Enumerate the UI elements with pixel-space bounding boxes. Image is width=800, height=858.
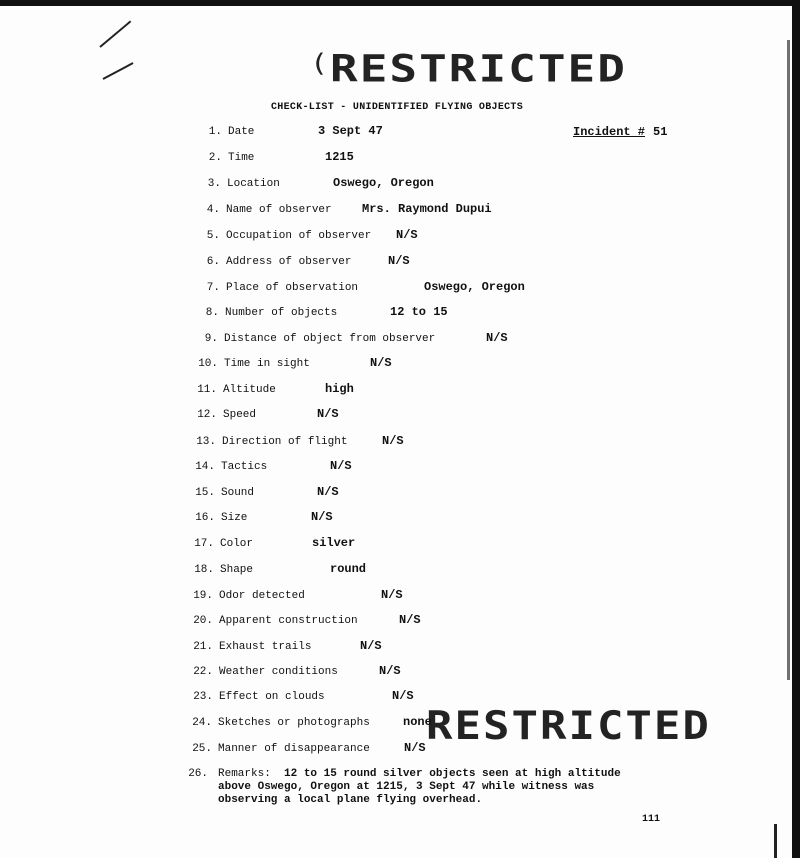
item-number: 17. <box>194 538 214 550</box>
item-number: 18. <box>194 564 214 576</box>
item-number: 2. <box>208 152 222 164</box>
item-value: silver <box>312 536 356 550</box>
item-label: Distance of object from observer <box>224 333 436 345</box>
item-number: 1. <box>208 126 222 138</box>
item-number: 24. <box>192 717 212 729</box>
item-number: 4. <box>206 204 220 216</box>
item-label: Odor detected <box>219 590 305 602</box>
item-label: Sound <box>221 487 255 499</box>
item-value: N/S <box>381 588 403 602</box>
incident-label: Incident # <box>573 125 646 139</box>
item-number: 10. <box>198 358 218 370</box>
item-number: 12. <box>197 409 217 421</box>
item-label: Direction of flight <box>222 436 348 448</box>
item-value: N/S <box>382 434 404 448</box>
item-label: Date <box>228 126 255 138</box>
item-value: N/S <box>392 689 414 703</box>
item-label: Shape <box>220 564 254 576</box>
item-number: 6. <box>206 256 220 268</box>
document-heading: CHECK-LIST - UNIDENTIFIED FLYING OBJECTS <box>271 102 524 113</box>
item-label: Exhaust trails <box>219 641 312 653</box>
item-number: 7. <box>206 282 220 294</box>
item-number: 19. <box>193 590 213 602</box>
item-value: N/S <box>330 459 352 473</box>
item-value: N/S <box>317 407 339 421</box>
item-number: 16. <box>195 512 215 524</box>
item-value: N/S <box>396 228 418 242</box>
restricted-stamp-bottom: RESTRICTED <box>426 703 711 749</box>
item-value: Oswego, Oregon <box>424 280 525 294</box>
scan-edge-tick <box>774 824 777 858</box>
item-label: Time <box>228 152 255 164</box>
item-value: N/S <box>399 613 421 627</box>
incident-number <box>573 125 667 139</box>
item-value: round <box>330 562 367 576</box>
item-label: Altitude <box>223 384 276 396</box>
item-number: 22. <box>193 666 213 678</box>
item-number: 5. <box>206 230 220 242</box>
item-label: Occupation of observer <box>226 230 372 242</box>
item-value: high <box>325 382 354 396</box>
remarks-text-block <box>218 768 648 807</box>
pen-mark <box>103 62 134 80</box>
item-value: N/S <box>370 356 392 370</box>
item-number: 26. <box>188 768 208 780</box>
item-label: Size <box>221 512 248 524</box>
item-number: 25. <box>192 743 212 755</box>
item-number: 13. <box>196 436 216 448</box>
item-label: Weather conditions <box>219 666 338 678</box>
item-number: 15. <box>195 487 215 499</box>
item-value: Oswego, Oregon <box>333 176 434 190</box>
item-label: Place of observation <box>226 282 359 294</box>
item-value: N/S <box>404 741 426 755</box>
scan-edge-line <box>787 40 790 680</box>
item-value: 3 Sept 47 <box>318 124 383 138</box>
item-value: N/S <box>486 331 508 345</box>
scan-border-top <box>0 0 800 6</box>
item-number: 9. <box>204 333 218 345</box>
item-value: N/S <box>311 510 333 524</box>
item-label: Address of observer <box>226 256 352 268</box>
item-label: Color <box>220 538 254 550</box>
item-label: Name of observer <box>226 204 332 216</box>
item-number: 11. <box>197 384 217 396</box>
item-value: N/S <box>360 639 382 653</box>
item-number: 23. <box>193 691 213 703</box>
item-number: 20. <box>193 615 213 627</box>
item-label: Number of objects <box>225 307 338 319</box>
restricted-stamp-top: ( RESTRICTED <box>330 46 627 90</box>
item-number: 14. <box>195 461 215 473</box>
item-value: Mrs. Raymond Dupui <box>362 202 492 216</box>
item-value: N/S <box>379 664 401 678</box>
item-label: Apparent construction <box>219 615 358 627</box>
item-label: Sketches or photographs <box>218 717 370 729</box>
item-label: Location <box>227 178 280 190</box>
remarks-text: 12 to 15 round silver objects seen at high altitude above Oswego, Oregon at 1215, 3 Sept 47 while witness was observing a local plane flying overhead. <box>218 768 621 806</box>
item-number: 3. <box>207 178 221 190</box>
item-value: N/S <box>388 254 410 268</box>
item-value: none <box>403 715 432 729</box>
margin-marks: 111 <box>642 814 661 825</box>
item-label: Tactics <box>221 461 268 473</box>
item-value: 12 to 15 <box>390 305 448 319</box>
item-label: Speed <box>223 409 257 421</box>
remarks-label: Remarks: <box>218 768 271 780</box>
incident-value: 51 <box>653 125 668 139</box>
item-value: N/S <box>317 485 339 499</box>
item-value: 1215 <box>325 150 354 164</box>
item-number: 8. <box>205 307 219 319</box>
pen-mark <box>99 21 131 48</box>
scan-border-right <box>792 0 800 858</box>
item-number: 21. <box>193 641 213 653</box>
item-label: Time in sight <box>224 358 310 370</box>
item-label: Effect on clouds <box>219 691 325 703</box>
item-label: Manner of disappearance <box>218 743 370 755</box>
